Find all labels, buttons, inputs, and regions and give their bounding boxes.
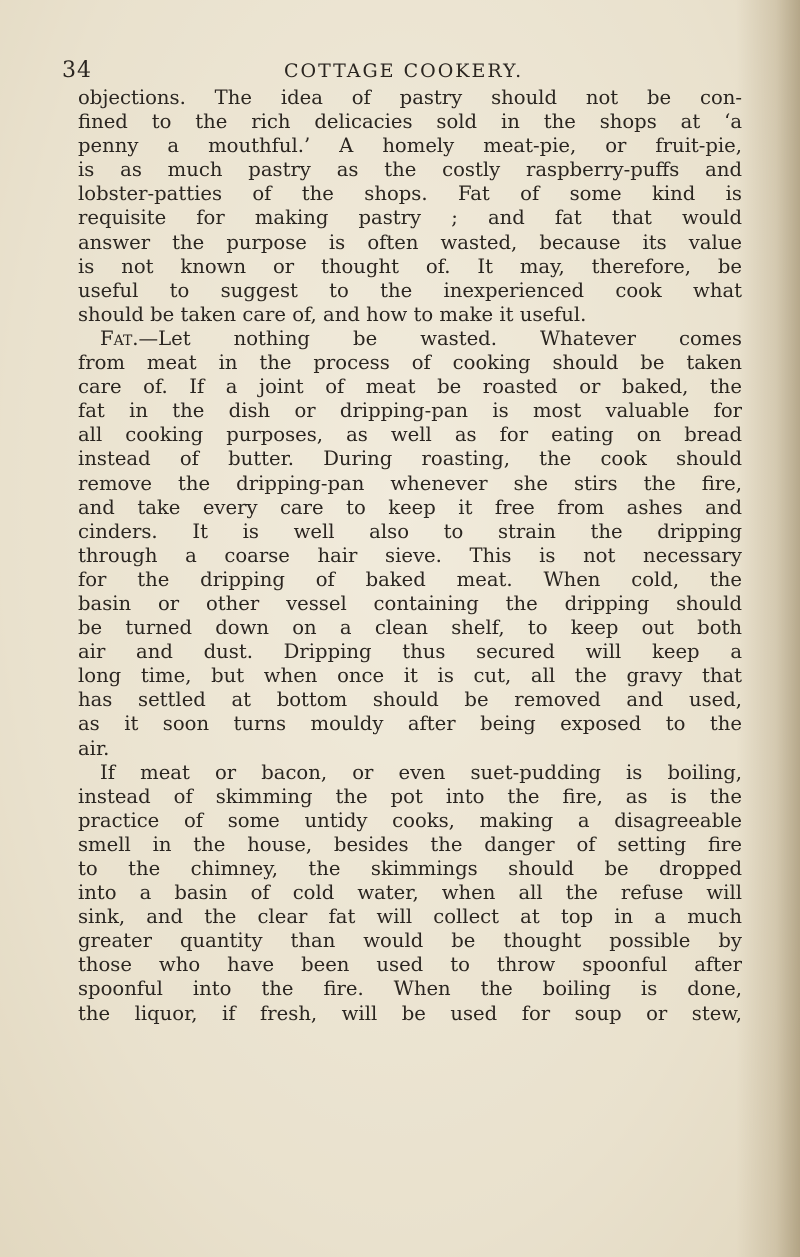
body-text	[78, 86, 742, 1026]
text-line: useful to suggest to the inexperienced cook what	[78, 278, 742, 302]
text-line: practice of some untidy cooks, making a disagreeable	[78, 808, 742, 832]
text-line: should be taken care of, and how to make it useful.	[78, 302, 587, 326]
text-line: answer the purpose is often wasted, because its value	[78, 230, 742, 254]
page-number: 34	[62, 58, 92, 83]
text-line: all cooking purposes, as well as for eating on bread	[78, 423, 742, 447]
text-line: If meat or bacon, or even suet-pudding is boiling,	[100, 760, 742, 784]
text-line: fined to the rich delicacies sold in the shops at ‘a	[78, 110, 742, 134]
text-line: to the chimney, the skimmings should be dropped	[78, 857, 742, 880]
text-line: penny a mouthful.’ A homely meat-pie, or fruit-pie,	[78, 134, 742, 158]
text-line: remove the dripping-pan whenever she stirs the fire,	[78, 471, 742, 495]
text-line: for the dripping of baked meat. When cold, the	[78, 567, 742, 591]
text-line: is not known or thought of. It may, therefore, be	[78, 254, 742, 278]
text-line-rest: —Let nothing be wasted. Whatever comes	[138, 326, 742, 350]
text-line: objections. The idea of pastry should not be con-	[78, 86, 742, 109]
text-line: smell in the house, besides the danger of setting fire	[78, 832, 742, 856]
running-head: COTTAGE COOKERY.	[284, 60, 524, 82]
text-line: and take every care to keep it free from ashes and	[78, 495, 742, 519]
text-line: cinders. It is well also to strain the dripping	[78, 519, 742, 543]
text-line: air and dust. Dripping thus secured will keep a	[78, 640, 742, 664]
text-line: long time, but when once it is cut, all the gravy that	[78, 664, 742, 688]
text-line: has settled at bottom should be removed and used,	[78, 688, 742, 712]
text-line: requisite for making pastry ; and fat that would	[78, 206, 742, 230]
text-line: the liquor, if fresh, will be used for soup or stew,	[78, 1001, 742, 1025]
text-line: sink, and the clear fat will collect at top in a much	[78, 905, 742, 929]
text-line: instead of skimming the pot into the fire, as is the	[78, 784, 742, 808]
text-line: fat in the dish or dripping-pan is most valuable for	[78, 399, 742, 423]
text-line: into a basin of cold water, when all the refuse will	[78, 881, 742, 905]
text-line: spoonful into the fire. When the boiling is done,	[78, 977, 742, 1001]
section-heading: Fat.	[100, 326, 139, 350]
text-line: basin or other vessel containing the dripping should	[78, 591, 742, 615]
text-line: care of. If a joint of meat be roasted or baked, the	[78, 375, 742, 399]
text-line: lobster-patties of the shops. Fat of some kind is	[78, 182, 742, 206]
text-line: be turned down on a clean shelf, to keep out both	[78, 616, 742, 640]
section-heading-line	[78, 327, 742, 351]
text-line: through a coarse hair sieve. This is not necessary	[78, 543, 742, 567]
text-line: instead of butter. During roasting, the cook should	[78, 447, 742, 471]
text-line: as it soon turns mouldy after being exposed to the	[78, 712, 742, 736]
text-line: those who have been used to throw spoonful after	[78, 953, 742, 977]
text-line: air.	[78, 736, 110, 760]
text-line: is as much pastry as the costly raspberry-puffs and	[78, 158, 742, 182]
page-header	[62, 58, 762, 84]
text-line: from meat in the process of cooking should be taken	[78, 351, 742, 375]
text-line: greater quantity than would be thought possible by	[78, 929, 742, 953]
